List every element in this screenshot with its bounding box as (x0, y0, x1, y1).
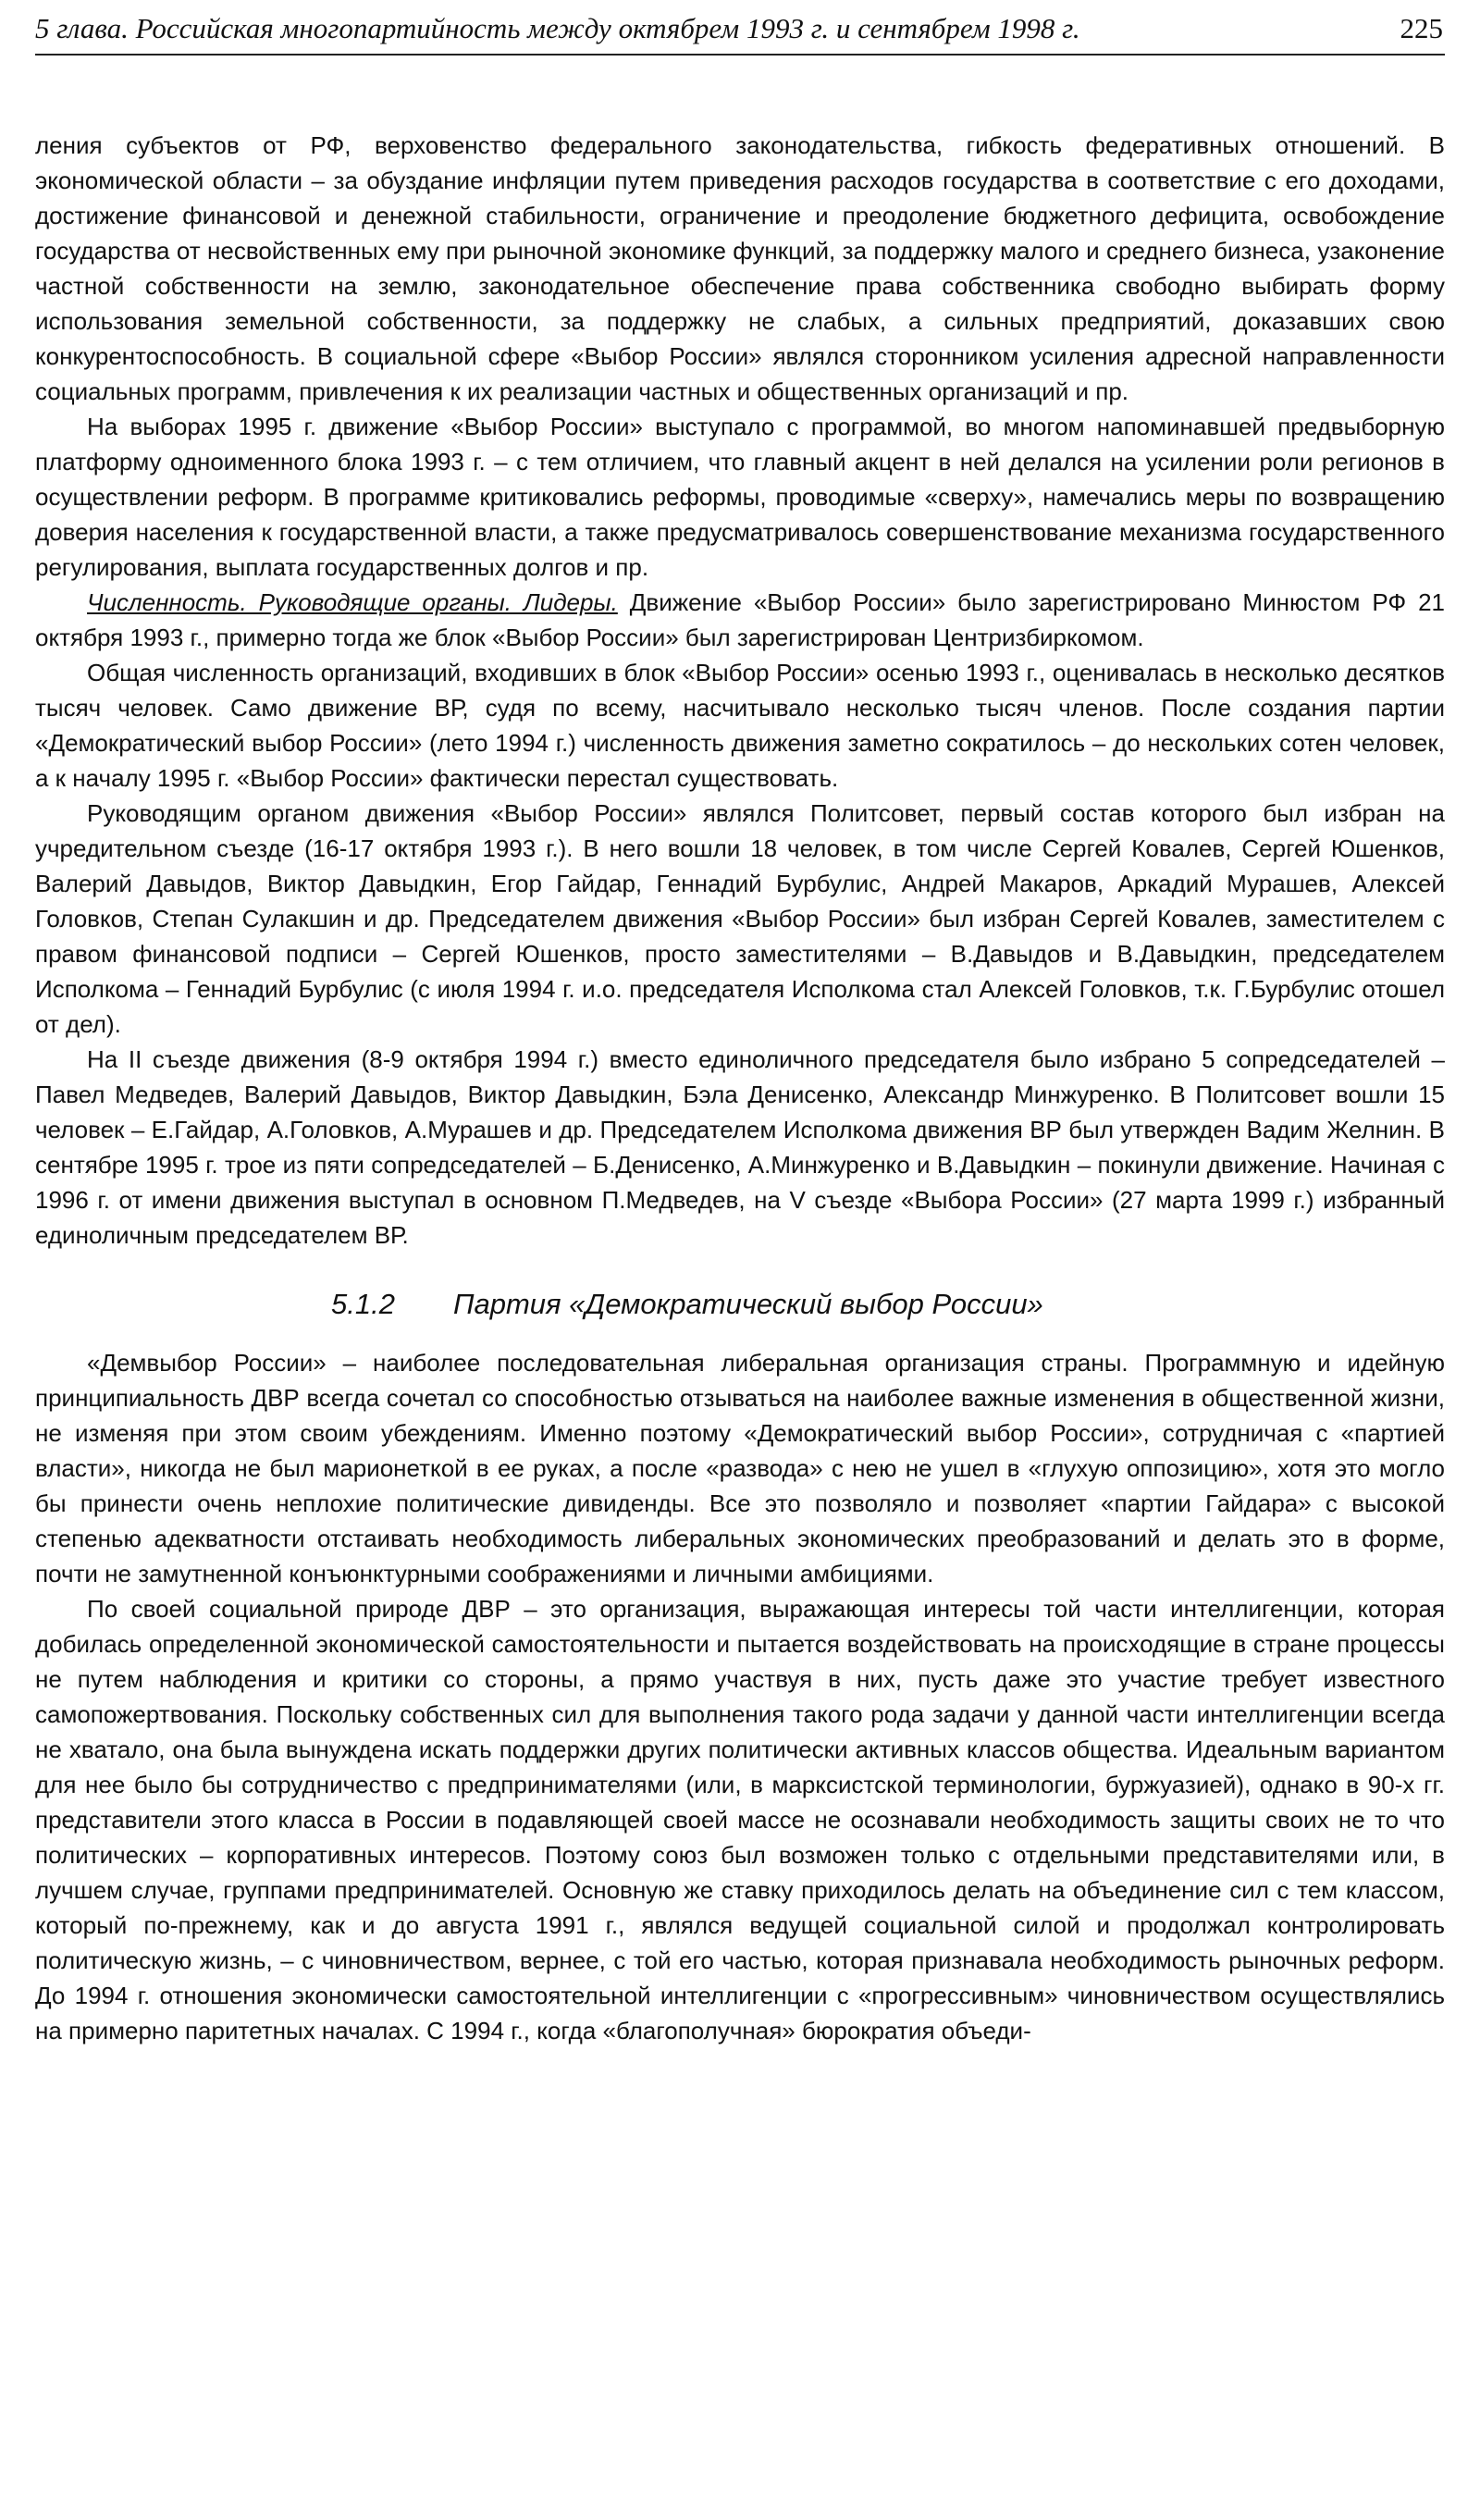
chapter-title: 5 глава. Российская многопартийность между октябрем 1993 г. и сентябрем 1998 г. (35, 12, 1080, 44)
book-page (35, 0, 1445, 2520)
paragraph-4: Общая численность организаций, входивших в блок «Выбор России» осенью 1993 г., оценивалась в несколько десятков тысяч человек. Само движение ВР, судя по всему, насчитывало несколько тысяч членов. После создания партии «Демократический выбор России» (лето 1994 г.) численность движения заметно сократилось – до нескольких сотен человек, а к началу 1995 г. «Выбор России» фактически перестал существовать. (35, 659, 1445, 792)
paragraph-3-text: Движение «Выбор России» было зарегистрировано Минюстом РФ 21 октября 1993 г., примерно тогда же блок «Выбор России» был зарегистрирован Центризбиркомом. (35, 588, 1445, 651)
paragraph-3 (35, 585, 1445, 655)
section-heading (331, 1286, 1445, 1323)
paragraph-5: Руководящим органом движения «Выбор России» являлся Политсовет, первый состав которого был избран на учредительном съезде (16-17 октября 1993 г.). В него вошли 18 человек, в том числе Сергей Ковалев, Сергей Юшенков, Валерий Давыдов, Виктор Давыдкин, Егор Гайдар, Геннадий Бурбулис, Андрей Макаров, Аркадий Мурашев, Алексей Головков, Степан Сулакшин и др. Председателем движения «Выбор России» был избран Сергей Ковалев, заместителем с правом финансовой подписи – Сергей Юшенков, просто заместителями – В.Давыдов и В.Давыдкин, председателем Исполкома – Геннадий Бурбулис (с июля 1994 г. и.о. председателя Исполкома стал Алексей Головков, т.к. Г.Бурбулис отошел от дел). (35, 799, 1445, 1038)
paragraph-6: На II съезде движения (8-9 октября 1994 г.) вместо единоличного председателя было избрано 5 сопредседателей – Павел Медведев, Валерий Давыдов, Виктор Давыдкин, Бэла Денисенко, Александр Минжуренко. В Политсовет вошли 15 человек – Е.Гайдар, А.Головков, А.Мурашев и др. Председателем Исполкома движения ВР был утвержден Вадим Желнин. В сентябре 1995 г. трое из пяти сопредседателей – Б.Денисенко, А.Минжуренко и В.Давыдкин – покинули движение. Начиная с 1996 г. от имени движения выступал в основном П.Медведев, на V съезде «Выбора России» (27 марта 1999 г.) избранный единоличным председателем ВР. (35, 1045, 1445, 1249)
paragraph-7: «Демвыбор России» – наиболее последовательная либеральная организация страны. Программную и идейную принципиальность ДВР всегда сочетал со способностью отзываться на наиболее важные изменения в общественной жизни, не изменяя при этом своим убеждениям. Именно поэтому «Демократический выбор России», сотрудничая с «партией власти», никогда не был марионеткой в ее руках, а после «развода» с нею не ушел в «глухую оппозицию», хотя это могло бы принести очень неплохие политические дивиденды. Все это позволяло и позволяет «партии Гайдара» с высокой степенью адекватности отстаивать необходимость либеральных экономических преобразований и делать это в форме, почти не замутненной конъюнктурными соображениями и личными амбициями. (35, 1349, 1445, 1587)
paragraph-1: ления субъектов от РФ, верховенство федерального законодательства, гибкость федеративных отношений. В экономической области – за обуздание инфляции путем приведения расходов государства в соответствие с его доходами, достижение финансовой и денежной стабильности, ограничение и преодоление бюджетного дефицита, освобождение государства от несвойственных ему при рыночной экономике функций, за поддержку малого и среднего бизнеса, узаконение частной собственности на землю, законодательное обеспечение права собственника свободно выбирать форму использования земельной собственности, за поддержку не слабых, а сильных предприятий, доказавших свою конкурентоспособность. В социальной сфере «Выбор России» являлся сторонником усиления адресной направленности социальных программ, привлечения к их реализации частных и общественных организаций и пр. (35, 131, 1445, 405)
body-text (35, 128, 1445, 2048)
paragraph-8: По своей социальной природе ДВР – это организация, выражающая интересы той части интеллигенции, которая добилась определенной экономической самостоятельности и пытается воздействовать на происходящие в стране процессы не путем наблюдения и критики со стороны, а прямо участвуя в них, пусть даже это участие требует известного самопожертвования. Поскольку собственных сил для выполнения такого рода задачи у данной части интеллигенции всегда не хватало, она была вынуждена искать поддержки других политически активных классов общества. Идеальным вариантом для нее было бы сотрудничество с предпринимателями (или, в марксистской терминологии, буржуазией), однако в 90-х гг. представители этого класса в России в подавляющей своей массе не осознавали необходимость защиты своих не то что политических – корпоративных интересов. Поэтому союз был возможен только с отдельными представителями или, в лучшем случае, группами предпринимателей. Основную же ставку приходилось делать на объединение сил с тем классом, который по-прежнему, как и до августа 1991 г., являлся ведущей социальной силой и продолжал контролировать политическую жизнь, – с чиновничеством, вернее, с той его частью, которая признавала необходимость рыночных реформ. До 1994 г. отношения экономически самостоятельной интеллигенции с «прогрессивным» чиновничеством осуществлялись на примерно паритетных началах. С 1994 г., когда «благополучная» бюрократия объеди- (35, 1595, 1445, 2044)
page-number: 225 (1400, 12, 1443, 44)
section-number: 5.1.2 (331, 1288, 395, 1320)
paragraph-2: На выборах 1995 г. движение «Выбор России» выступало с программой, во многом напоминавшей предвыборную платформу одноименного блока 1993 г. – с тем отличием, что главный акцент в ней делался на усилении роли регионов в осуществлении реформ. В программе критиковались реформы, проводимые «сверху», намечались меры по возвращению доверия населения к государственной власти, а также предусматривалось совершенствование механизма государственного регулирования, выплата государственных долгов и пр. (35, 413, 1445, 581)
underlined-run-in-heading: Численность. Руководящие органы. Лидеры. (87, 588, 618, 616)
section-title: Партия «Демократический выбор России» (453, 1288, 1043, 1320)
running-header (35, 7, 1445, 56)
